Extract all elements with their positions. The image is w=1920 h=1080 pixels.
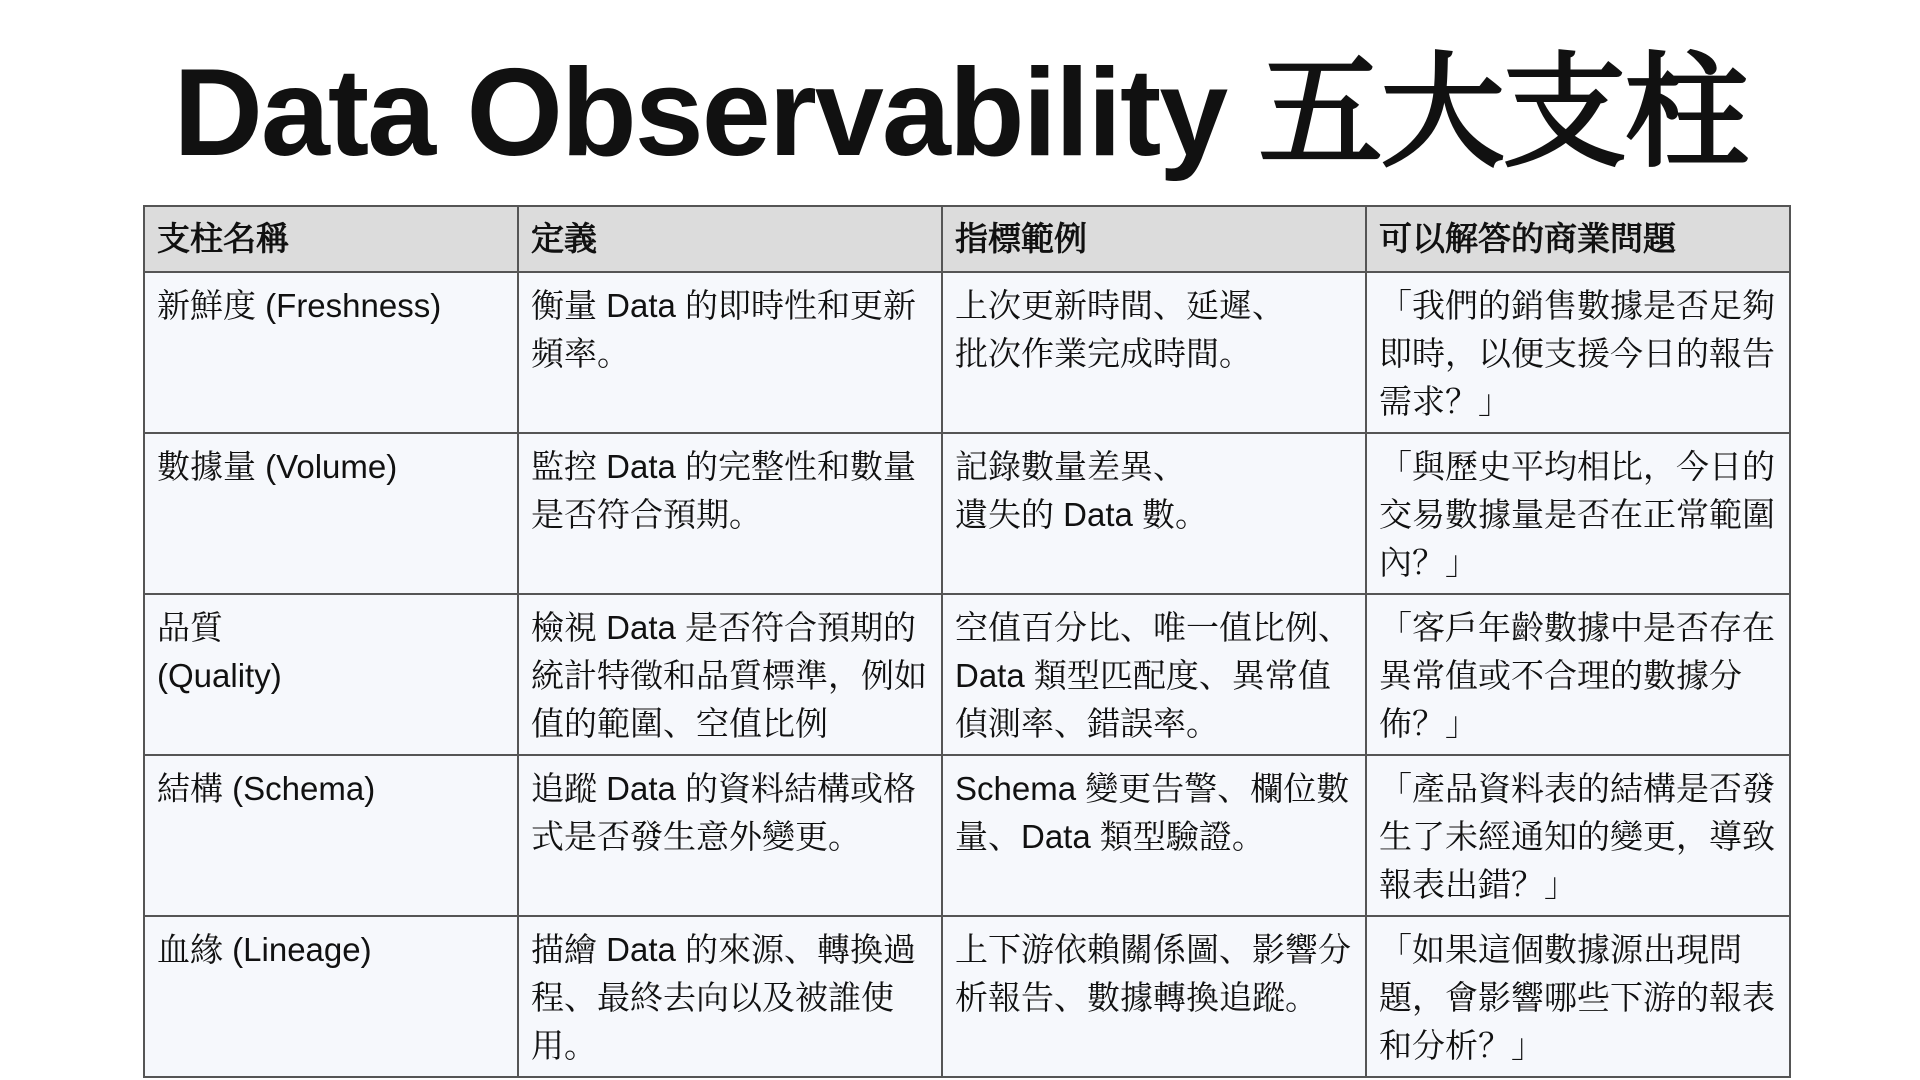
table-row — [144, 433, 1790, 594]
header-definition: 定義 — [518, 206, 942, 272]
cell-pillar: 血緣 (Lineage) — [144, 916, 518, 1077]
cell-question: 「如果這個數據源出現問題，會影響哪些下游的報表和分析？」 — [1366, 916, 1790, 1077]
cell-definition: 描繪 Data 的來源、轉換過程、最終去向以及被誰使用。 — [518, 916, 942, 1077]
cell-pillar: 結構 (Schema) — [144, 755, 518, 916]
slide-title: Data Observability 五大支柱 — [173, 44, 1747, 182]
pillars-table — [143, 205, 1791, 1078]
cell-pillar: 新鮮度 (Freshness) — [144, 272, 518, 433]
cell-metrics: 上次更新時間、延遲、 批次作業完成時間。 — [942, 272, 1366, 433]
table-row — [144, 594, 1790, 755]
cell-definition: 衡量 Data 的即時性和更新頻率。 — [518, 272, 942, 433]
cell-metrics: 空值百分比、唯一值比例、 Data 類型匹配度、異常值偵測率、錯誤率。 — [942, 594, 1366, 755]
cell-question: 「產品資料表的結構是否發生了未經通知的變更，導致報表出錯？」 — [1366, 755, 1790, 916]
cell-pillar: 品質 (Quality) — [144, 594, 518, 755]
cell-definition: 追蹤 Data 的資料結構或格式是否發生意外變更。 — [518, 755, 942, 916]
cell-pillar: 數據量 (Volume) — [144, 433, 518, 594]
header-metric-examples: 指標範例 — [942, 206, 1366, 272]
cell-question: 「我們的銷售數據是否足夠即時，以便支援今日的報告需求？」 — [1366, 272, 1790, 433]
table-header-row — [144, 206, 1790, 272]
header-pillar-name: 支柱名稱 — [144, 206, 518, 272]
cell-metrics: Schema 變更告警、欄位數量、Data 類型驗證。 — [942, 755, 1366, 916]
cell-question: 「與歷史平均相比，今日的交易數據量是否在正常範圍內？」 — [1366, 433, 1790, 594]
table-row — [144, 755, 1790, 916]
table-row — [144, 916, 1790, 1077]
cell-metrics: 上下游依賴關係圖、影響分析報告、數據轉換追蹤。 — [942, 916, 1366, 1077]
cell-definition: 監控 Data 的完整性和數量是否符合預期。 — [518, 433, 942, 594]
table-row — [144, 272, 1790, 433]
cell-metrics: 記錄數量差異、 遺失的 Data 數。 — [942, 433, 1366, 594]
cell-question: 「客戶年齡數據中是否存在異常值或不合理的數據分佈？」 — [1366, 594, 1790, 755]
header-business-questions: 可以解答的商業問題 — [1366, 206, 1790, 272]
cell-definition: 檢視 Data 是否符合預期的統計特徵和品質標準，例如值的範圍、空值比例 — [518, 594, 942, 755]
